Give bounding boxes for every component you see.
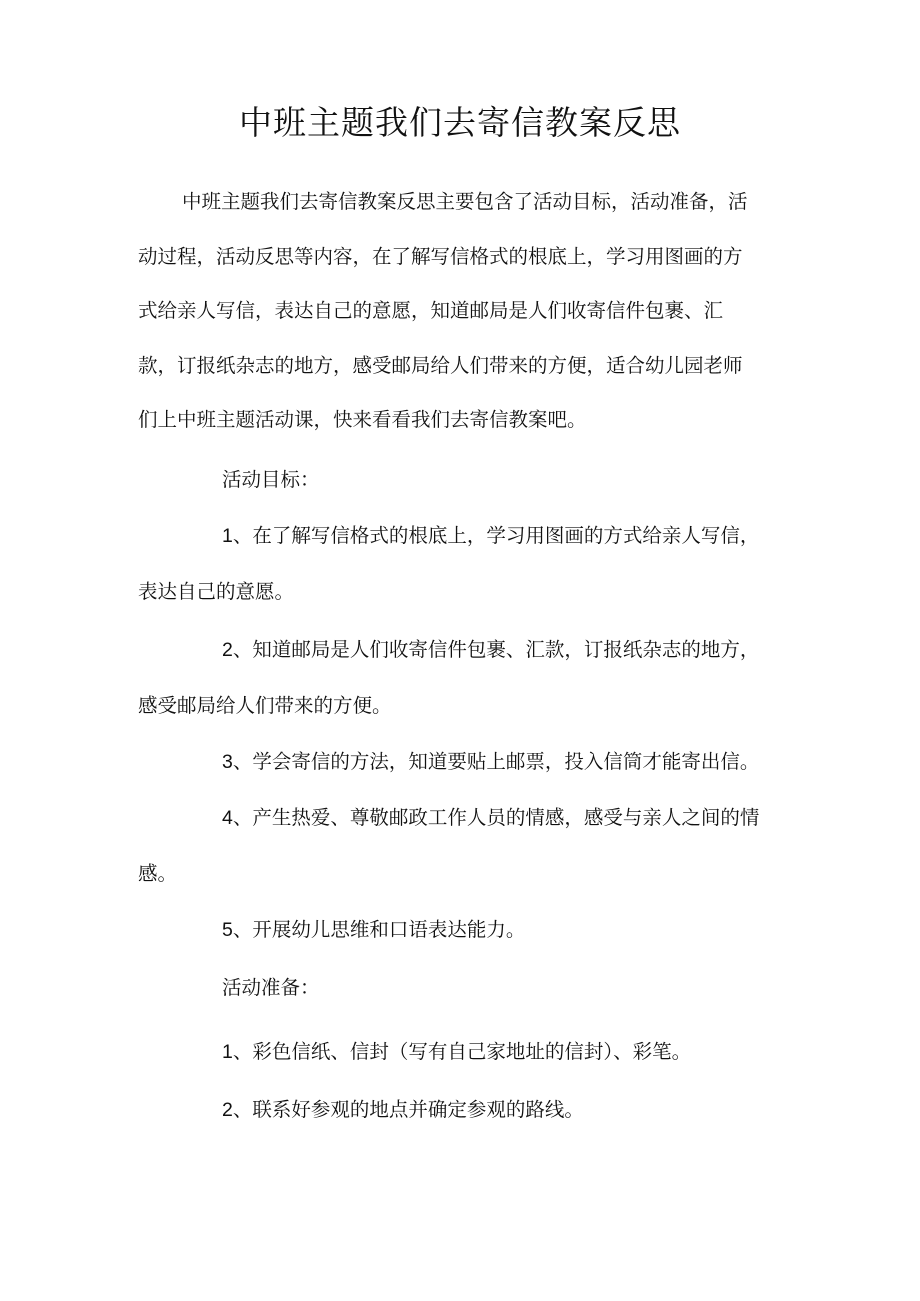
goal-text: 表达自己的意愿。 [138,580,295,603]
intro-line: 们上中班主题活动课，快来看看我们去寄信教案吧。 [138,408,587,432]
goal-item-5 [138,902,788,958]
intro-paragraph [138,175,778,448]
intro-line: 动过程，活动反思等内容，在了解写信格式的根底上，学习用图画的方 [138,244,743,268]
goal-text: 、知道邮局是人们收寄信件包裹、汇款，订报纸杂志的地方， [232,638,760,661]
prep-item-2 [138,1082,788,1138]
page-title: 中班主题我们去寄信教案反思 [239,103,681,142]
goal-number: 5 [222,919,233,941]
prep-number: 2 [222,1099,233,1121]
intro-line: 款，订报纸杂志的地方，感受邮局给人们带来的方便，适合幼儿园老师 [138,353,743,377]
goal-text: 、产生热爱、尊敬邮政工作人员的情感，感受与亲人之间的情 [232,806,760,829]
goals-heading: 活动目标： [222,468,320,491]
goal-text: 、开展幼儿思维和口语表达能力。 [232,918,526,941]
intro-line: 式给亲人写信，表达自己的意愿，知道邮局是人们收寄信件包裹、汇 [138,299,724,323]
goal-text: 、学会寄信的方法，知道要贴上邮票，投入信筒才能寄出信。 [232,750,760,773]
goal-item-2 [138,622,788,734]
goal-text: 感受邮局给人们带来的方便。 [138,694,392,717]
prep-text: 、联系好参观的地点并确定参观的路线。 [232,1098,584,1121]
goal-number: 2 [222,639,233,661]
prep-number: 1 [222,1041,233,1063]
prep-text: 、彩色信纸、信封（写有自己家地址的信封）、彩笔。 [232,1040,692,1063]
goal-item-1 [138,508,788,620]
goal-item-4 [138,790,788,902]
goal-number: 1 [222,525,233,547]
goal-number: 4 [222,807,233,829]
goal-number: 3 [222,751,233,773]
prep-heading: 活动准备： [222,976,320,999]
goal-text: 、在了解写信格式的根底上，学习用图画的方式给亲人写信， [232,524,760,547]
goal-text: 感。 [138,862,178,885]
intro-line: 中班主题我们去寄信教案反思主要包含了活动目标，活动准备，活 [182,190,748,213]
goal-item-3 [138,734,788,790]
prep-item-1 [138,1024,788,1080]
